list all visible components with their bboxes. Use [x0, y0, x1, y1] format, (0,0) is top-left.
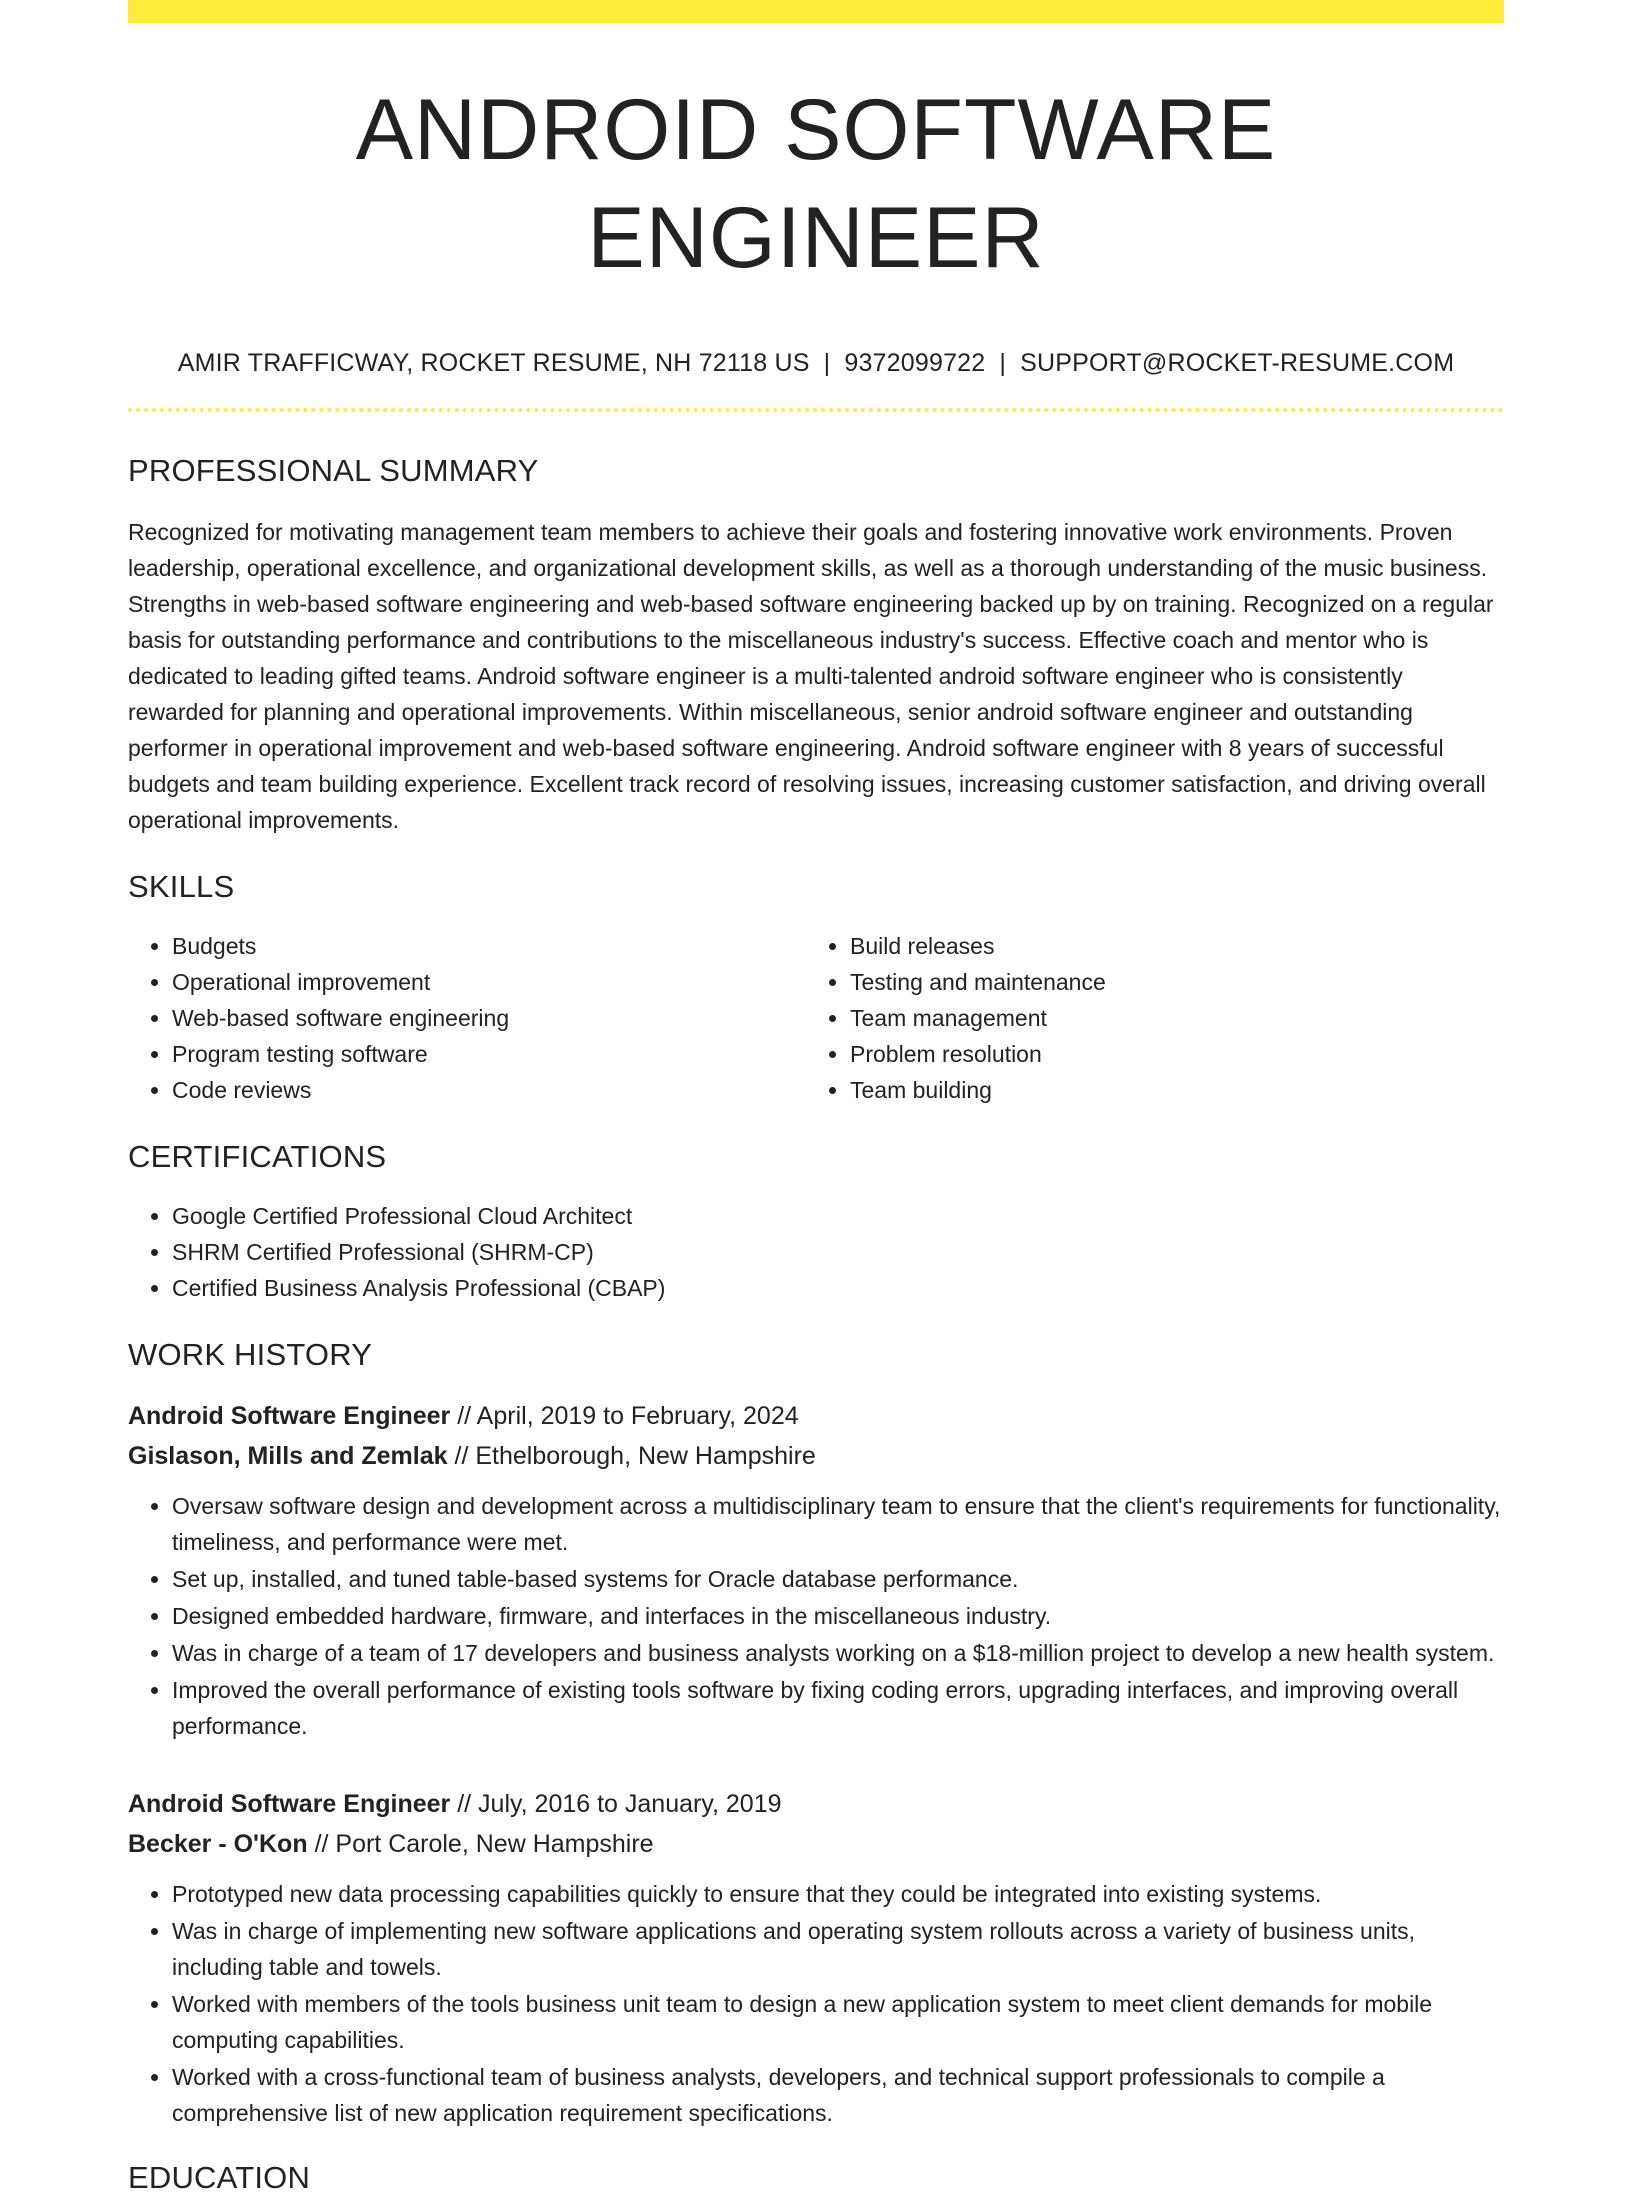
- job-company-line: [128, 1436, 1504, 1476]
- page-title: ANDROID SOFTWARE ENGINEER: [355, 82, 1277, 286]
- job-title: Android Software Engineer: [128, 1402, 451, 1430]
- job-bullet: • Prototyped new data processing capabilities quickly to ensure that they could be integrated into existing systems.: [172, 1876, 1504, 1912]
- job-bullet: • Was in charge of implementing new software applications and operating system rollouts across a variety of business units, including table and towels.: [172, 1913, 1504, 1985]
- certifications-list: [128, 1198, 1504, 1306]
- skill-item: • Team management: [850, 1000, 1484, 1036]
- skill-item: • Operational improvement: [172, 964, 806, 1000]
- job-bullet-list: [128, 1488, 1504, 1744]
- job-dates: // April, 2019 to February, 2024: [457, 1402, 799, 1430]
- skill-item: • Web-based software engineering: [172, 1000, 806, 1036]
- skills-column-left: [128, 928, 806, 1108]
- job-title-line: [128, 1396, 1504, 1436]
- contact-separator: |: [823, 349, 831, 377]
- job-bullet-list: [128, 1876, 1504, 2131]
- skill-item: • Testing and maintenance: [850, 964, 1484, 1000]
- job-company: Gislason, Mills and Zemlak: [128, 1442, 448, 1470]
- dotted-divider: [128, 408, 1504, 412]
- job-dates: // July, 2016 to January, 2019: [457, 1790, 782, 1818]
- skills-heading: SKILLS: [128, 869, 235, 904]
- resume-content: [128, 76, 1504, 2197]
- skills-column-right: [806, 928, 1484, 1108]
- job-bullet: • Worked with a cross-functional team of business analysts, developers, and technical support professionals to compile a comprehensive list of new application requirement specifications.: [172, 2059, 1504, 2131]
- job-entry: [128, 1784, 1504, 2131]
- summary-text: Recognized for motivating management team members to achieve their goals and fostering innovative work environments. Proven leadership, operational excellence, and organizational development skills, as well as a thorough understanding of the music business. Strengths in web-based software engineering and web-based software engineering backed up by on training. Recognized on a regular basis for outstanding performance and contributions to the miscellaneous industry's success. Effective coach and mentor who is dedicated to leading gifted teams. Android software engineer is a multi-talented android software engineer who is consistently rewarded for planning and operational improvements. Within miscellaneous, senior android software engineer and outstanding performer in operational improvement and web-based software engineering. Android software engineer with 8 years of successful budgets and team building experience. Excellent track record of resolving issues, increasing customer satisfaction, and driving overall operational improvements.: [128, 519, 1494, 833]
- contact-phone: 9372099722: [844, 349, 986, 377]
- contact-email: SUPPORT@ROCKET-RESUME.COM: [1020, 349, 1455, 377]
- work-history-heading: WORK HISTORY: [128, 1337, 373, 1372]
- summary-heading: PROFESSIONAL SUMMARY: [128, 453, 539, 488]
- job-title-line: [128, 1784, 1504, 1824]
- job-bullet: • Set up, installed, and tuned table-based systems for Oracle database performance.: [172, 1561, 1504, 1597]
- certification-item: • Certified Business Analysis Professional (CBAP): [172, 1270, 1504, 1306]
- contact-address: AMIR TRAFFICWAY, ROCKET RESUME, NH 72118 US: [177, 349, 810, 377]
- contact-line: [128, 346, 1504, 380]
- accent-top-bar: [128, 0, 1504, 23]
- job-location: // Ethelborough, New Hampshire: [454, 1442, 816, 1470]
- job-company-line: [128, 1824, 1504, 1864]
- job-bullet: • Designed embedded hardware, firmware, and interfaces in the miscellaneous industry.: [172, 1598, 1504, 1634]
- job-entry: [128, 1396, 1504, 1744]
- education-heading: EDUCATION: [128, 2160, 311, 2195]
- job-bullet: • Improved the overall performance of existing tools software by fixing coding errors, upgrading interfaces, and improving overall performance.: [172, 1672, 1504, 1744]
- job-company: Becker - O'Kon: [128, 1830, 308, 1858]
- skill-item: • Budgets: [172, 928, 806, 964]
- certification-item: • Google Certified Professional Cloud Architect: [172, 1198, 1504, 1234]
- job-bullet: • Oversaw software design and development across a multidisciplinary team to ensure that the client's requirements for functionality, timeliness, and performance were met.: [172, 1488, 1504, 1560]
- skills-list: [128, 928, 1504, 1108]
- skill-item: • Program testing software: [172, 1036, 806, 1072]
- job-bullet: • Worked with members of the tools business unit team to design a new application system to meet client demands for mobile computing capabilities.: [172, 1986, 1504, 2058]
- skill-item: • Problem resolution: [850, 1036, 1484, 1072]
- job-bullet: • Was in charge of a team of 17 developers and business analysts working on a $18-million project to develop a new health system.: [172, 1635, 1504, 1671]
- certification-item: • SHRM Certified Professional (SHRM-CP): [172, 1234, 1504, 1270]
- skill-item: • Code reviews: [172, 1072, 806, 1108]
- job-location: // Port Carole, New Hampshire: [314, 1830, 654, 1858]
- skill-item: • Team building: [850, 1072, 1484, 1108]
- certifications-heading: CERTIFICATIONS: [128, 1139, 387, 1174]
- job-title: Android Software Engineer: [128, 1790, 451, 1818]
- contact-separator: |: [999, 349, 1007, 377]
- skill-item: • Build releases: [850, 928, 1484, 964]
